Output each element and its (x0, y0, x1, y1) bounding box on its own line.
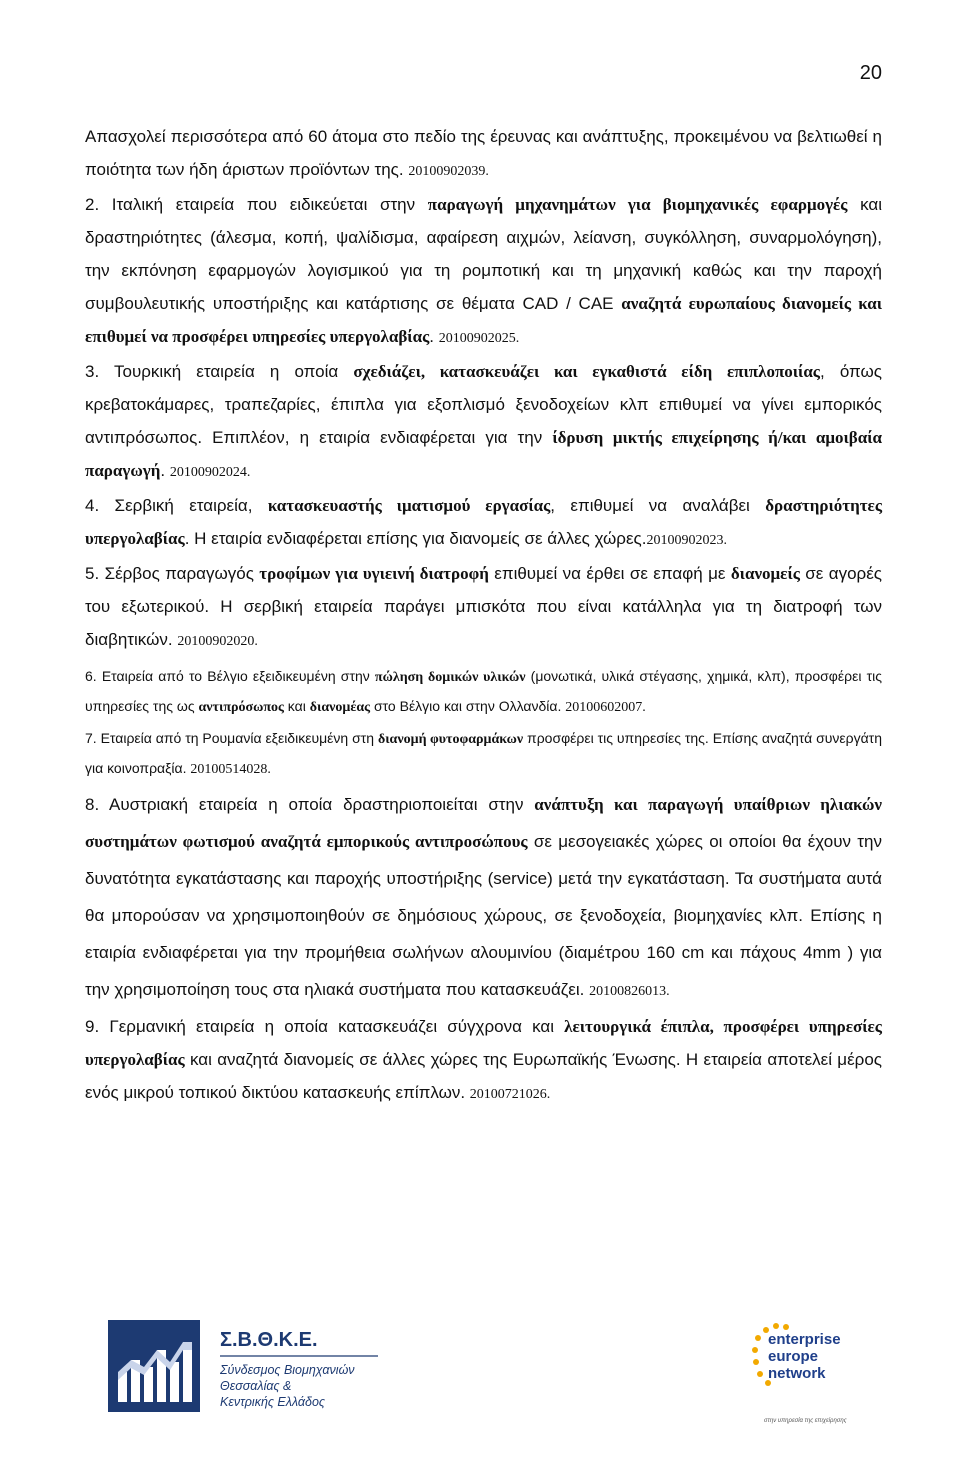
body-text: 8. Αυστριακή εταιρεία η οποία δραστηριοποιείται στην (85, 795, 535, 814)
emphasis-text: διανομείς (730, 564, 800, 583)
body-text: , όπως κρεβατοκάμαρες, τραπεζαρίες, έπιπλα για εξοπλισμό ξενοδοχείων κλπ επιθυμεί να γίνει εμπορικός αντιπρόσωπος. Επιπλέον, η εταιρία ενδιαφέρεται για την (85, 362, 882, 447)
body-text: 9. Γερμανική εταιρεία η οποία κατασκευάζει σύγχρονα και (85, 1017, 565, 1036)
body-text: στο Βέλγιο και στην Ολλανδία. (370, 698, 566, 714)
body-text: και αναζητά διανομείς σε άλλες χώρες της Ευρωπαϊκής Ένωσης. Η εταιρεία αποτελεί μέρος ενός μικρού τοπικού δικτύου κατασκευής επίπλων. (85, 1050, 882, 1102)
paragraph-p3 (85, 355, 882, 489)
emphasis-text: τροφίμων για υγιεινή διατροφή (259, 564, 489, 583)
paragraph-p2 (85, 188, 882, 355)
reference-code: 20100514028. (190, 762, 271, 777)
een-tagline: στην υπηρεσία της επιχείρησης (764, 1418, 847, 1424)
emphasis-text: δραστηριότητες υπεργολαβίας (85, 496, 882, 548)
een-line-3: network (768, 1365, 826, 1382)
body-text: . Η εταιρία ενδιαφέρεται επίσης για διανομείς σε άλλες χώρες. (184, 529, 647, 548)
paragraph-p9 (85, 1010, 882, 1111)
body-text: . (160, 461, 170, 480)
body-text: σε μεσογειακές χώρες οι οποίοι θα έχουν την δυνατότητα εγκατάστασης και παροχής υποστήριξης (service) μετά την εγκατάσταση. Τα συστήματα αυτά θα μπορούσαν να χρησιμοποιηθούν σε δημόσιους χώρους, σε ξενοδοχεία, βιομηχανίες κλπ. Επίσης η εταιρία ενδιαφέρεται για την προμήθεια σωλήνων αλουμινίου (διαμέτρου 160 cm και πάχους 4mm ) για την χρησιμοποίηση τους στα ηλιακά συστήματα που κατασκευάζει. (85, 832, 882, 999)
body-text: και δραστηριότητες (άλεσμα, κοπή, ψαλίδισμα, αφαίρεση αιχμών, λείανση, συγκόλληση, συναρμολόγηση), την εκπόνηση εφαρμογών λογισμικού για τη ρομποτική και τη μηχανική καθώς και την παροχή συμβουλευτικής υποστήριξης και κατάρτισης σε θέματα CAD / CAE (85, 195, 882, 313)
body-text: 3. Τουρκική εταιρεία η οποία (85, 362, 354, 381)
sbeke-logo (108, 1320, 388, 1420)
body-text: σε αγορές του εξωτερικού. Η σερβική εταιρεία παράγει μπισκότα που είναι κατάλληλα για τη διατροφή των διαβητικών. (85, 564, 882, 649)
page-number: 20 (859, 62, 882, 84)
een-line-2: europe (768, 1348, 819, 1365)
reference-code: 20100602007. (565, 700, 646, 715)
emphasis-text: λειτουργικά έπιπλα, προσφέρει υπηρεσίες υπεργολαβίας (85, 1017, 882, 1069)
body-text: και (283, 698, 310, 714)
reference-code: 20100902025. (438, 331, 520, 346)
reference-code: 20100902020. (177, 634, 258, 649)
emphasis-text: σχεδιάζει, κατασκευάζει και εγκαθιστά είδη επιπλοποιίας (353, 362, 820, 381)
emphasis-text: παραγωγή μηχανημάτων για βιομηχανικές εφαρμογές (427, 195, 848, 214)
emphasis-text: ανάπτυξη και παραγωγή υπαίθριων ηλιακών συστημάτων φωτισμού αναζητά εμπορικούς αντιπροσώπους (85, 795, 882, 851)
reference-code: 20100902023. (646, 533, 727, 548)
document-body (85, 120, 882, 1111)
enterprise-europe-network-logo (752, 1322, 882, 1427)
emphasis-text: διανομέας (309, 700, 371, 715)
een-line-1: enterprise (768, 1331, 841, 1348)
paragraph-p6 (85, 662, 882, 722)
paragraph-p4 (85, 489, 882, 557)
footer (0, 1320, 960, 1430)
body-text: 4. Σερβική εταιρεία, (85, 496, 268, 515)
body-text: . (429, 327, 439, 346)
emphasis-text: κατασκευαστής ιματισμού εργασίας (267, 496, 551, 515)
body-text: (μονωτικά, υλικά στέγασης, χημικά, κλπ), προσφέρει τις υπηρεσίες της ως (85, 668, 882, 714)
emphasis-text: ίδρυση μικτής επιχείρησης ή/και αμοιβαία παραγωγή (85, 428, 882, 480)
emphasis-text: αναζητά ευρωπαίους διανομείς και επιθυμεί να προσφέρει υπηρεσίες υπεργολαβίας (85, 294, 882, 346)
reference-code: 20100721026. (469, 1087, 551, 1102)
body-text: 7. Εταιρεία από τη Ρουμανία εξειδικευμένη στη (85, 730, 378, 746)
factory-icon (108, 1320, 200, 1412)
sbeke-name: Σ.Β.Θ.Κ.Ε. (220, 1329, 318, 1351)
reference-code: 20100826013. (589, 984, 670, 999)
paragraph-p5 (85, 557, 882, 658)
paragraph-p7 (85, 724, 882, 784)
emphasis-text: αντιπρόσωπος (198, 700, 284, 715)
body-text: Απασχολεί περισσότερα από 60 άτομα στο πεδίο της έρευνας και ανάπτυξης, προκειμένου να βελτιωθεί η ποιότητα των ήδη άριστων προϊόντων της. (85, 127, 882, 179)
emphasis-text: διανομή φυτοφαρμάκων (377, 732, 524, 747)
body-text: 5. Σέρβος παραγωγός (85, 564, 260, 583)
body-text: επιθυμεί να έρθει σε επαφή με (488, 564, 731, 583)
emphasis-text: πώληση δομικών υλικών (374, 670, 526, 685)
body-text: προσφέρει τις υπηρεσίες της. Επίσης αναζητά συνεργάτη για κοινοπραξία. (85, 730, 883, 776)
body-text: 6. Εταιρεία από το Βέλγιο εξειδικευμένη στην (85, 668, 375, 684)
sbeke-subtitle-line-3: Κεντρικής Ελλάδος (220, 1395, 326, 1409)
reference-code: 20100902024. (169, 465, 251, 480)
reference-code: 20100902039. (408, 164, 489, 179)
body-text: , επιθυμεί να αναλάβει (550, 496, 766, 515)
paragraph-p8 (85, 786, 882, 1010)
body-text: 2. Ιταλική εταιρεία που ειδικεύεται στην (85, 195, 428, 214)
sbeke-subtitle-line-1: Σύνδεσμος Βιομηχανιών (220, 1363, 355, 1377)
sbeke-subtitle-line-2: Θεσσαλίας & (220, 1379, 292, 1393)
paragraph-p1 (85, 120, 882, 188)
